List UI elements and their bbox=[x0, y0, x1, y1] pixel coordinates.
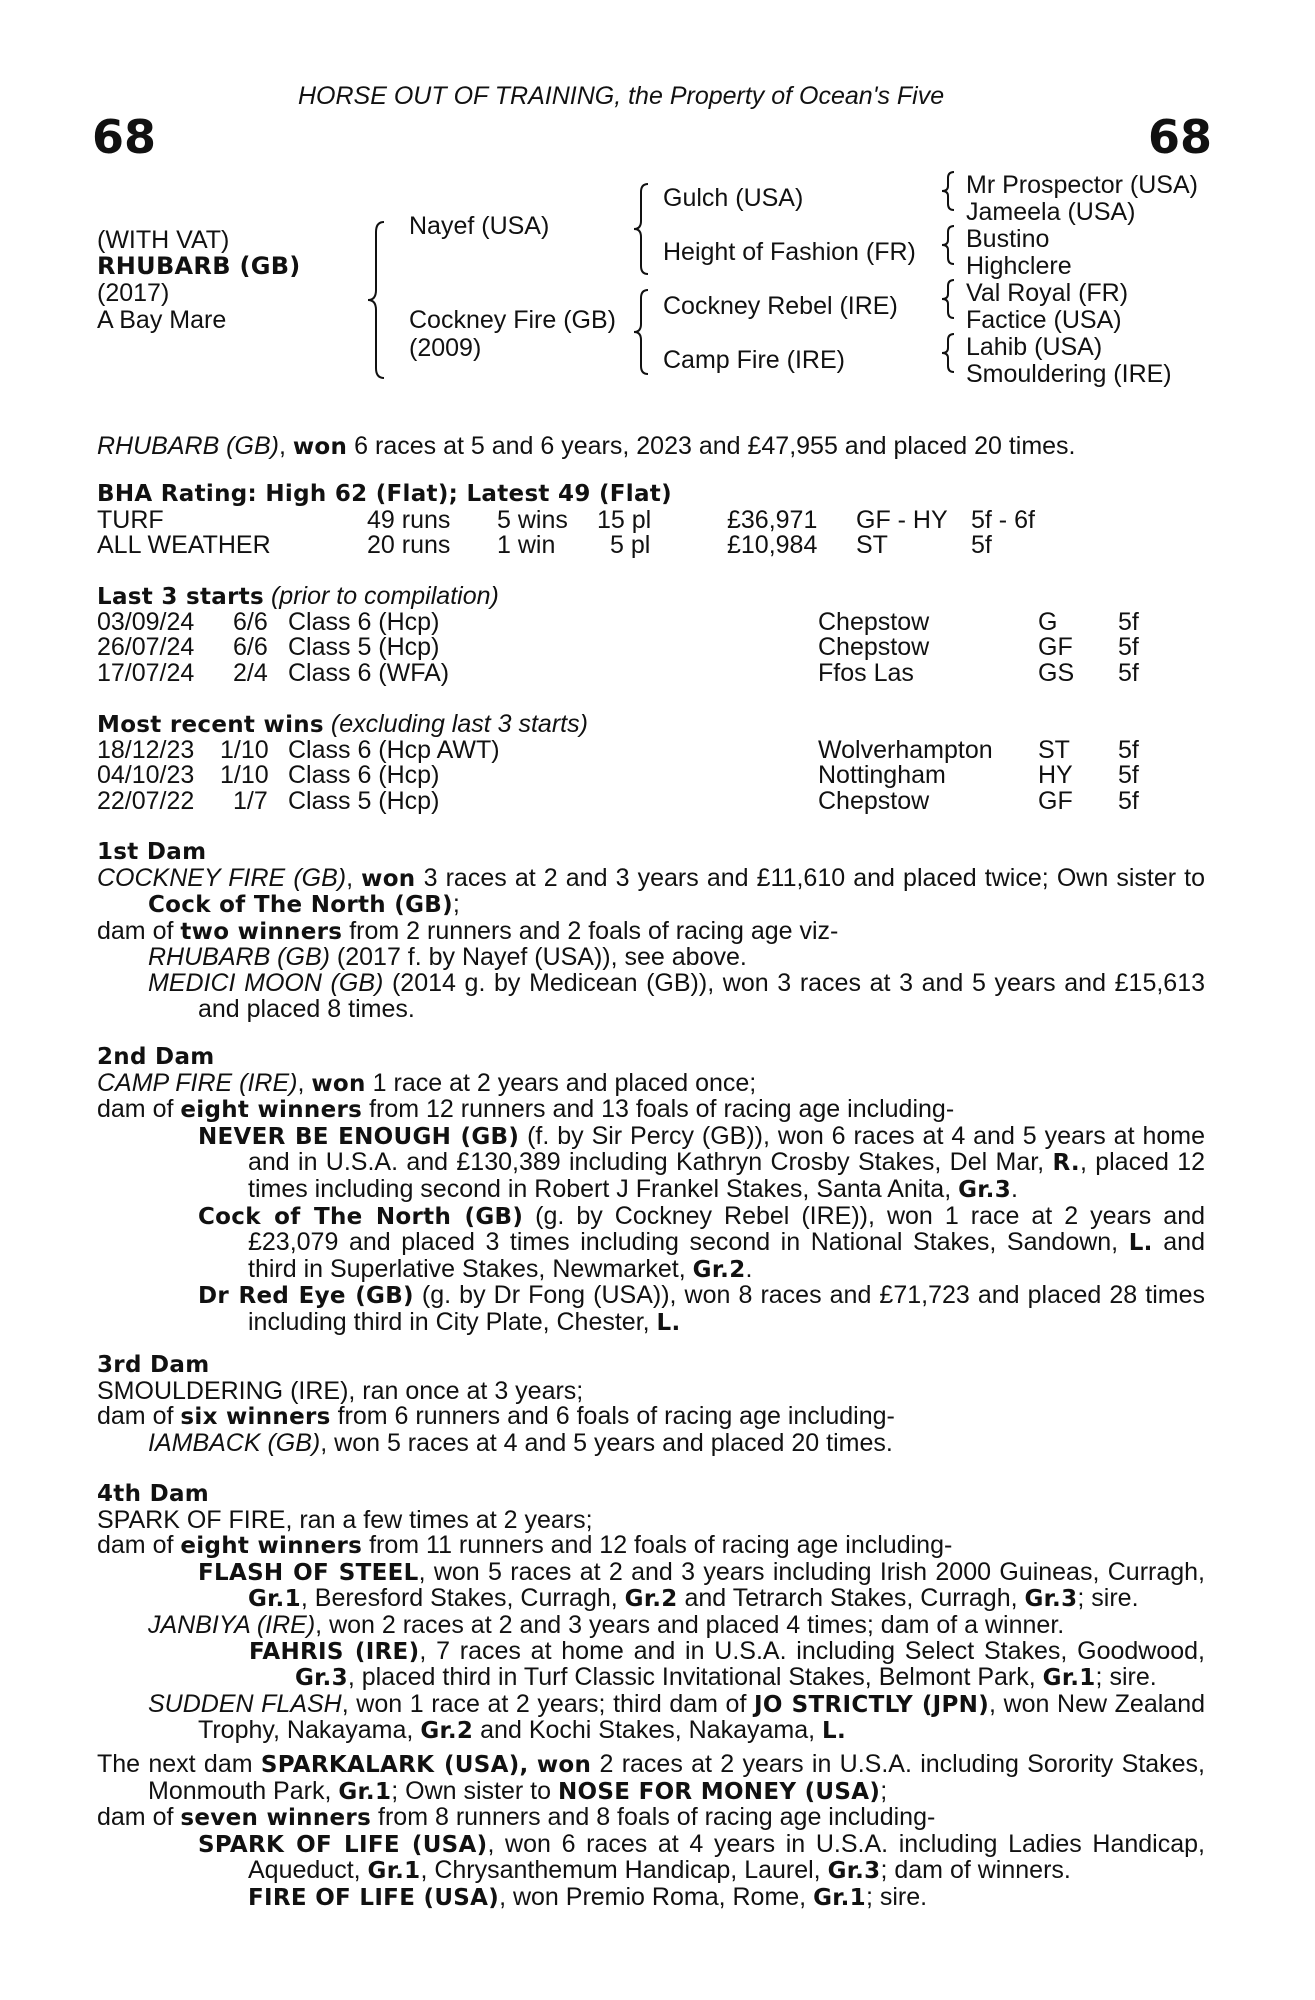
second-dam-foal: Dr Red Eye (GB) (g. by Dr Fong (USA)), won 8 races and £71,723 and placed 28 times including third in City Plate, Chester, L. bbox=[198, 1281, 1205, 1336]
pedigree-brace-sire bbox=[634, 184, 652, 274]
rating-title: BHA Rating: High 62 (Flat); Latest 49 (Flat) bbox=[97, 481, 672, 507]
pedigree-g4: Highclere bbox=[966, 252, 1072, 280]
horse-name: RHUBARB (GB) bbox=[97, 252, 301, 280]
summary-won: won bbox=[292, 434, 348, 460]
third-dam-section bbox=[97, 1353, 1205, 1456]
first-dam-produce: dam of two winners from 2 runners and 2 foals of racing age viz- bbox=[97, 916, 839, 945]
third-dam-produce: dam of six winners from 6 runners and 6 foals of racing age including- bbox=[97, 1402, 895, 1431]
pedigree-g8: Smouldering (IRE) bbox=[966, 360, 1172, 388]
recent-win-row: 04/10/23 1/10 Class 6 (Hcp) Nottingham HY 5f bbox=[97, 761, 1139, 790]
first-dam-foal: MEDICI MOON (GB) (2014 g. by Medicean (GB)), won 3 races at 3 and 5 years and £15,613 and placed 8 times. bbox=[148, 968, 1206, 1023]
fourth-dam-foal: SUDDEN FLASH, won 1 race at 2 years; third dam of JO STRICTLY (JPN), won New Zealand Trophy, Nakayama, Gr.2 and Kochi Stakes, Nakayama, L. bbox=[148, 1689, 1205, 1745]
first-dam-section bbox=[97, 840, 1205, 1022]
pedigree-sire: Nayef (USA) bbox=[409, 212, 550, 240]
pedigree-brace-g34 bbox=[942, 226, 958, 264]
pedigree-g2: Jameela (USA) bbox=[966, 198, 1136, 226]
last-3-row: 26/07/24 6/6 Class 5 (Hcp) Chepstow GF 5f bbox=[97, 633, 1139, 662]
pedigree-g6: Factice (USA) bbox=[966, 306, 1122, 334]
next-dam-produce: dam of seven winners from 8 runners and 8 foals of racing age including- bbox=[97, 1803, 936, 1832]
lot-number-left: 68 bbox=[92, 110, 157, 164]
lot-number-right: 68 bbox=[1148, 110, 1213, 164]
next-dam-section bbox=[97, 1752, 1205, 1912]
pedigree-brace-g78 bbox=[942, 334, 958, 372]
pedigree-g7: Lahib (USA) bbox=[966, 333, 1103, 361]
pedigree-brace-g12 bbox=[942, 172, 958, 210]
third-dam-para: SMOULDERING (IRE), ran once at 3 years; bbox=[97, 1376, 584, 1405]
pedigree-dam-year: (2009) bbox=[409, 334, 482, 362]
second-dam-foal: Cock of The North (GB) (g. by Cockney Rebel (IRE)), won 1 race at 2 years and £23,079 and placed 3 times including second in National Stakes, Sandown, L. and third in Superlative Stakes, Newmarket, Gr.2. bbox=[198, 1201, 1205, 1283]
pedigree-dam-sire: Cockney Rebel (IRE) bbox=[663, 292, 898, 320]
pedigree-sire-dam: Height of Fashion (FR) bbox=[663, 238, 916, 266]
fourth-dam-heading: 4th Dam bbox=[97, 1481, 210, 1507]
last-3-row: 17/07/24 2/4 Class 6 (WFA) Ffos Las GS 5f bbox=[97, 658, 1139, 687]
horse-year: (2017) bbox=[97, 279, 170, 307]
first-dam-foal: RHUBARB (GB) (2017 f. by Nayef (USA)), see above. bbox=[148, 943, 747, 972]
pedigree-brace-main bbox=[368, 222, 388, 378]
fourth-dam-foal: FLASH OF STEEL, won 5 races at 2 and 3 years including Irish 2000 Guineas, Curragh, Gr.1, Beresford Stakes, Curragh, Gr.2 and Tetrarch Stakes, Curragh, Gr.3; sire. bbox=[198, 1557, 1205, 1613]
summary-text: 6 races at 5 and 6 years, 2023 and £47,955 and placed 20 times. bbox=[354, 432, 1076, 460]
pedigree-brace-g56 bbox=[942, 280, 958, 318]
pedigree-sire-sire: Gulch (USA) bbox=[663, 184, 804, 212]
recent-wins-section bbox=[97, 712, 1205, 814]
first-dam-para: COCKNEY FIRE (GB), won 3 races at 2 and 3 years and £11,610 and placed twice; Own sister to Cock of The North (GB); bbox=[97, 863, 1205, 919]
next-dam-foal: SPARK OF LIFE (USA), won 6 races at 4 years in U.S.A. including Ladies Handicap, Aqueduct, Gr.1, Chrysanthemum Handicap, Laurel, Gr.3; dam of winners. bbox=[198, 1829, 1205, 1885]
third-dam-heading: 3rd Dam bbox=[97, 1352, 210, 1378]
summary-horse-name: RHUBARB (GB) bbox=[97, 432, 279, 460]
rating-section bbox=[97, 482, 1205, 559]
fourth-dam-section bbox=[97, 1482, 1205, 1745]
fourth-dam-produce: dam of eight winners from 11 runners and 12 foals of racing age including- bbox=[97, 1531, 953, 1560]
page-header-title: HORSE OUT OF TRAINING, the Property of Ocean's Five bbox=[298, 82, 945, 110]
pedigree-dam-dam: Camp Fire (IRE) bbox=[663, 346, 845, 374]
fourth-dam-grandfoal: FAHRIS (IRE), 7 races at home and in U.S.A. including Select Stakes, Goodwood, Gr.3, placed third in Turf Classic Invitational Stakes, Belmont Park, Gr.1; sire. bbox=[249, 1636, 1205, 1692]
fourth-dam-para: SPARK OF FIRE, ran a few times at 2 years; bbox=[97, 1505, 593, 1534]
last-3-title: Last 3 starts (prior to compilation) bbox=[97, 582, 499, 610]
second-dam-section bbox=[97, 1045, 1205, 1337]
second-dam-heading: 2nd Dam bbox=[97, 1044, 215, 1070]
next-dam-grandfoal: FIRE OF LIFE (USA), won Premio Roma, Rome, Gr.1; sire. bbox=[248, 1882, 928, 1911]
vat-label: (WITH VAT) bbox=[97, 226, 230, 254]
recent-wins-title: Most recent wins (excluding last 3 starts) bbox=[97, 710, 588, 738]
pedigree-g5: Val Royal (FR) bbox=[966, 279, 1129, 307]
pedigree-g3: Bustino bbox=[966, 225, 1050, 253]
third-dam-foal: IAMBACK (GB), won 5 races at 4 and 5 years and placed 20 times. bbox=[148, 1428, 893, 1457]
second-dam-produce: dam of eight winners from 12 runners and 13 foals of racing age including- bbox=[97, 1095, 955, 1124]
pedigree-brace-dam bbox=[634, 290, 652, 374]
rating-row-aw: ALL WEATHER 20 runs 1 win 5 pl £10,984 ST 5f bbox=[97, 531, 992, 560]
rating-row-turf: TURF 49 runs 5 wins 15 pl £36,971 GF - HY 5f - 6f bbox=[97, 505, 1035, 534]
second-dam-para: CAMP FIRE (IRE), won 1 race at 2 years and placed once; bbox=[97, 1068, 757, 1097]
first-dam-heading: 1st Dam bbox=[97, 839, 207, 865]
second-dam-foal: NEVER BE ENOUGH (GB) (f. by Sir Percy (GB)), won 6 races at 4 and 5 years at home and in U.S.A. and £130,389 including Kathryn Crosby Stakes, Del Mar, R., placed 12 times including second in Robert J Frankel Stakes, Santa Anita, Gr.3. bbox=[198, 1121, 1205, 1203]
next-dam-para: The next dam SPARKALARK (USA), won 2 races at 2 years in U.S.A. including Sorority Stakes, Monmouth Park, Gr.1; Own sister to NOSE FOR MONEY (USA); bbox=[97, 1750, 1205, 1805]
pedigree-dam: Cockney Fire (GB) bbox=[409, 306, 616, 334]
last-3-starts-section bbox=[97, 584, 1205, 686]
race-summary: RHUBARB (GB), won 6 races at 5 and 6 years, 2023 and £47,955 and placed 20 times. bbox=[97, 432, 1076, 460]
pedigree-g1: Mr Prospector (USA) bbox=[966, 171, 1198, 199]
recent-win-row: 18/12/23 1/10 Class 6 (Hcp AWT) Wolverhampton ST 5f bbox=[97, 735, 1139, 764]
fourth-dam-foal: JANBIYA (IRE), won 2 races at 2 and 3 years and placed 4 times; dam of a winner. bbox=[148, 1610, 1065, 1639]
last-3-row: 03/09/24 6/6 Class 6 (Hcp) Chepstow G 5f bbox=[97, 607, 1139, 636]
horse-description: A Bay Mare bbox=[97, 306, 227, 334]
recent-win-row: 22/07/22 1/7 Class 5 (Hcp) Chepstow GF 5f bbox=[97, 786, 1139, 815]
